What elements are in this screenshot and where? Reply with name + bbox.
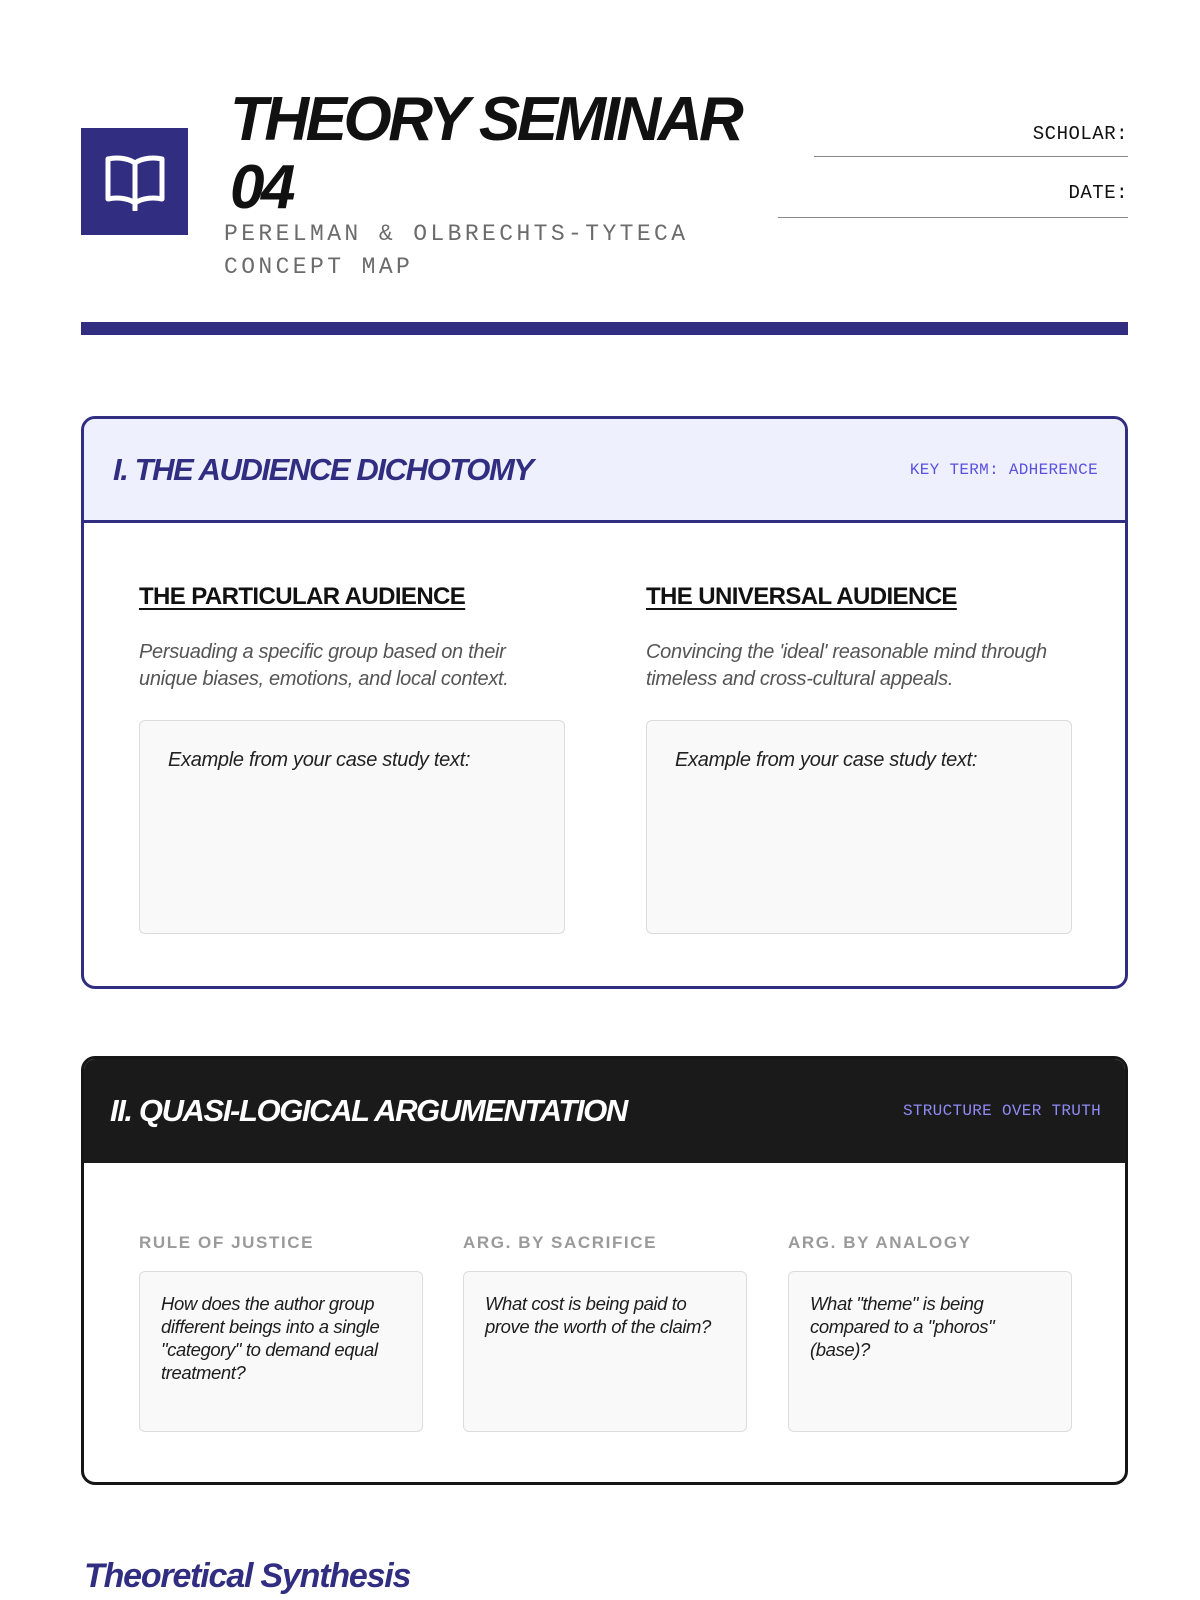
- date-label: DATE:: [1068, 182, 1128, 204]
- section-title: I. THE AUDIENCE DICHOTOMY: [113, 451, 533, 487]
- question-prompt: What cost is being paid to prove the worth of the claim?: [485, 1293, 711, 1337]
- quasi-logical-section: [81, 1056, 1128, 1485]
- header-divider: [81, 322, 1128, 335]
- argument-label: RULE OF JUSTICE: [139, 1233, 315, 1252]
- example-prompt: Example from your case study text:: [675, 749, 978, 771]
- example-answer-box[interactable]: [139, 720, 565, 934]
- question-prompt: How does the author group different beings into a single "category" to demand equal treatment?: [161, 1293, 380, 1383]
- page-title: THEORY SEMINAR 04: [230, 85, 741, 222]
- worksheet-header: [81, 86, 1128, 286]
- date-field[interactable]: [778, 217, 1128, 218]
- particular-audience-column: [139, 582, 565, 934]
- example-prompt: Example from your case study text:: [168, 749, 471, 771]
- audience-dichotomy-section: [81, 416, 1128, 989]
- question-prompt: What "theme" is being compared to a "phoros" (base)?: [810, 1293, 995, 1360]
- answer-box[interactable]: [463, 1271, 747, 1432]
- argument-label: ARG. BY SACRIFICE: [463, 1233, 658, 1252]
- column-title: THE PARTICULAR AUDIENCE: [139, 583, 466, 610]
- answer-box[interactable]: [139, 1271, 423, 1432]
- argument-label: ARG. BY ANALOGY: [788, 1233, 972, 1252]
- synthesis-heading: Theoretical Synthesis: [84, 1557, 411, 1595]
- page-subtitle: PERELMAN & OLBRECHTS-TYTECA CONCEPT MAP: [224, 221, 689, 280]
- universal-audience-column: [646, 582, 1072, 934]
- analogy-column: [788, 1232, 1072, 1432]
- column-title: THE UNIVERSAL AUDIENCE: [646, 583, 957, 610]
- sacrifice-column: [463, 1232, 747, 1432]
- answer-box[interactable]: [788, 1271, 1072, 1432]
- column-description: Convincing the 'ideal' reasonable mind through timeless and cross-cultural appeals.: [646, 641, 1047, 690]
- section-header: [84, 1059, 1125, 1163]
- scholar-label: SCHOLAR:: [1032, 123, 1128, 145]
- logo: [81, 128, 188, 235]
- scholar-field[interactable]: [814, 156, 1128, 157]
- title-block: [224, 85, 748, 284]
- section-tag: STRUCTURE OVER TRUTH: [902, 1102, 1101, 1120]
- scholar-date-fields: [768, 122, 1128, 218]
- column-description: Persuading a specific group based on their unique biases, emotions, and local context.: [139, 641, 509, 690]
- rule-of-justice-column: [139, 1232, 423, 1432]
- section-header: [84, 419, 1125, 523]
- section-title: II. QUASI-LOGICAL ARGUMENTATION: [110, 1093, 627, 1128]
- example-answer-box[interactable]: [646, 720, 1072, 934]
- key-term-tag: KEY TERM: ADHERENCE: [909, 460, 1098, 479]
- open-book-icon: [104, 153, 166, 211]
